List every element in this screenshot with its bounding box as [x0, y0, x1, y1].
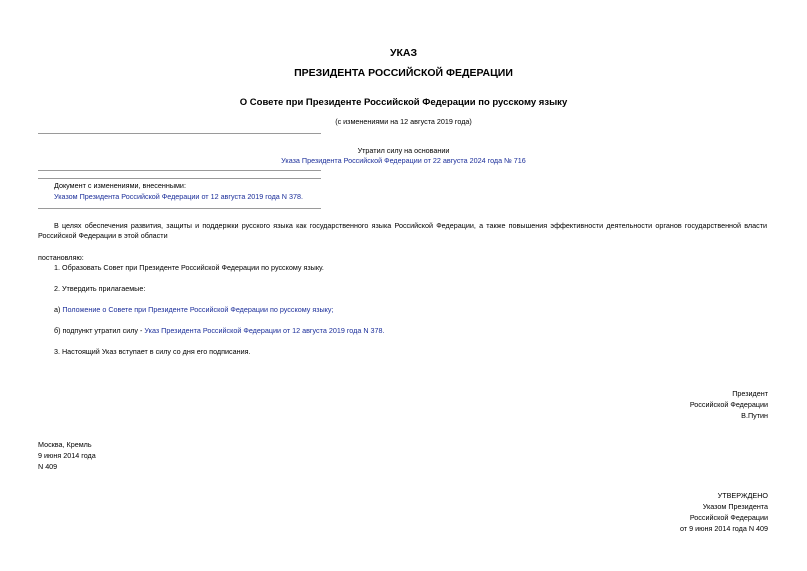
amendments-link[interactable]: Указом Президента Российской Федерации от 12 августа 2019 года N 378. — [54, 192, 303, 201]
divider — [38, 133, 321, 134]
item-2a-link[interactable]: Положение о Совете при Президенте Российской Федерации по русскому языку; — [62, 305, 334, 314]
item-2b-link[interactable]: Указ Президента Российской Федерации от 12 августа 2019 года N 378. — [144, 326, 385, 335]
signature-line-3: В.Путин — [741, 411, 768, 420]
amendments-label: Документ с изменениями, внесенными: — [54, 181, 186, 190]
signature-line-2: Российской Федерации — [689, 400, 768, 409]
divider — [38, 178, 321, 179]
preamble-paragraph: В целях обеспечения развития, защиты и поддержки русского языка как государственного языка Российской Федерации, а также повышения эффективности деятельности органов государственной власти Российской Федерации в этой области — [38, 221, 767, 240]
item-2: 2. Утвердить прилагаемые: — [54, 284, 146, 293]
date: 9 июня 2014 года — [38, 451, 96, 460]
lost-force-label: Утратил силу на основании — [357, 146, 450, 155]
divider — [38, 208, 321, 209]
approval-block — [680, 490, 768, 534]
doc-issuer: ПРЕЗИДЕНТА РОССИЙСКОЙ ФЕДЕРАЦИИ — [294, 67, 513, 79]
approval-line-1: УТВЕРЖДЕНО — [717, 491, 768, 500]
item-2b — [54, 326, 385, 336]
item-1: 1. Образовать Совет при Президенте Российской Федерации по русскому языку. — [54, 263, 324, 272]
divider — [38, 170, 321, 171]
approval-line-2: Указом Президента — [702, 502, 768, 511]
item-3: 3. Настоящий Указ вступает в силу со дня его подписания. — [54, 347, 251, 356]
doc-title: УКАЗ — [389, 47, 418, 59]
place-date-block — [38, 439, 96, 472]
signature-block — [690, 388, 768, 421]
decree-word: постановляю: — [38, 253, 84, 262]
approval-line-3: Российской Федерации — [689, 513, 768, 522]
approval-line-4: от 9 июня 2014 года N 409 — [679, 524, 768, 533]
decree-number: N 409 — [38, 462, 58, 471]
doc-subject: О Совете при Президенте Российской Федерации по русскому языку — [239, 97, 568, 108]
signature-line-1: Президент — [732, 389, 768, 398]
item-2a — [54, 305, 334, 315]
item-2a-prefix: а) — [54, 305, 63, 314]
item-2b-prefix: б) подпункт утратил силу - — [54, 326, 145, 335]
place: Москва, Кремль — [38, 440, 92, 449]
lost-force-link[interactable]: Указа Президента Российской Федерации от 22 августа 2024 года № 716 — [281, 156, 526, 165]
edition-note: (с изменениями на 12 августа 2019 года) — [335, 117, 472, 126]
